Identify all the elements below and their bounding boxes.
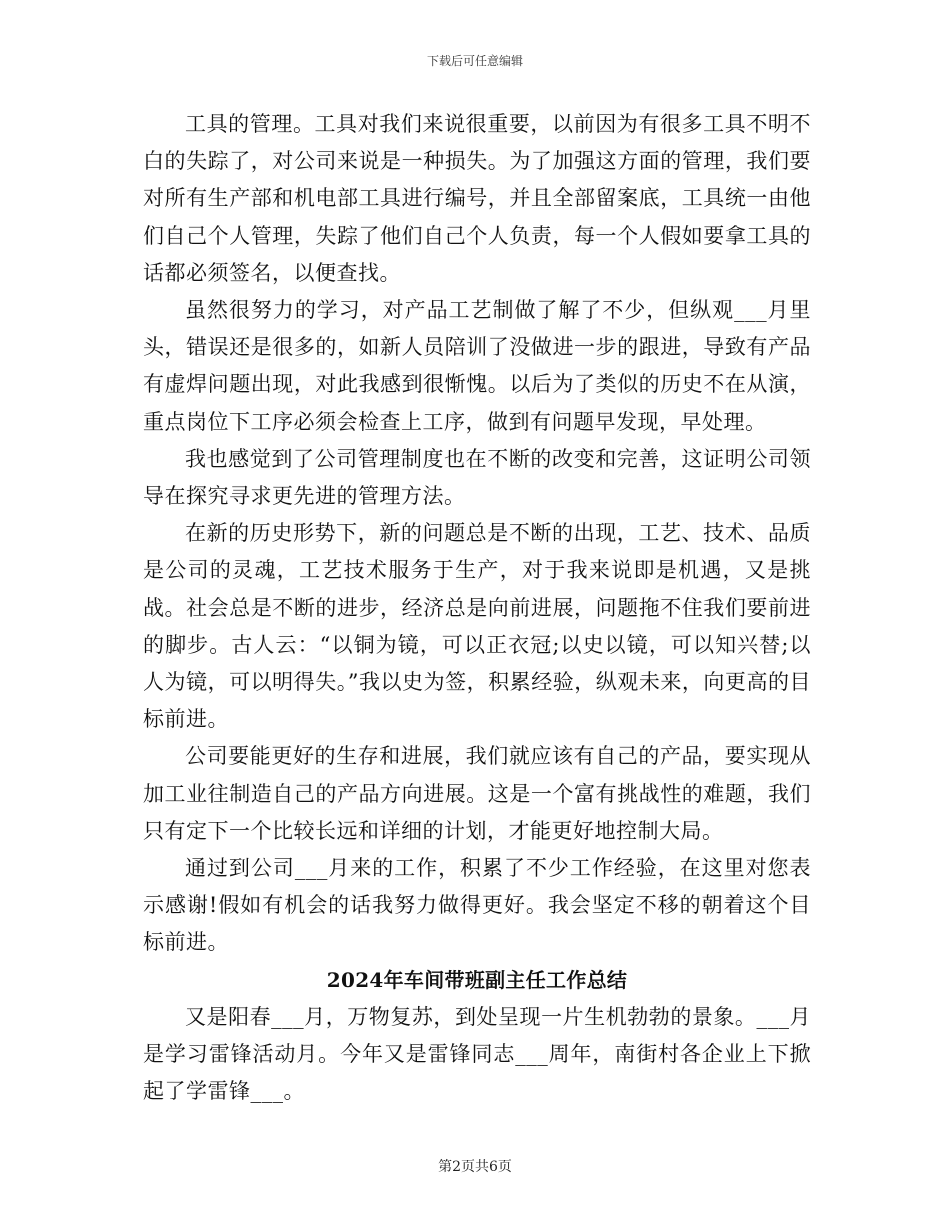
paragraph-thanks: 通过到公司___月来的工作，积累了不少工作经验，在这里对您表示感谢!假如有机会的话我努力做得更好。我会坚定不移的朝着这个目标前进。: [143, 856, 811, 955]
paragraph-tool-management: 工具的管理。工具对我们来说很重要，以前因为有很多工具不明不白的失踪了，对公司来说是一种损失。为了加强这方面的管理，我们要对所有生产部和机电部工具进行编号，并且全部留案底，工具统一由他们自己个人管理，失踪了他们自己个人负责，每一个人假如要拿工具的话都必须签名，以便查找。: [143, 112, 811, 285]
paragraph-company-products: 公司要能更好的生存和进展，我们就应该有自己的产品，要实现从加工业往制造自己的产品方向进展。这是一个富有挑战性的难题，我们只有定下一个比较长远和详细的计划，才能更好地控制大局。: [143, 744, 811, 843]
section-title: 2024年车间带班副主任工作总结: [326, 967, 628, 992]
page-header: 下载后可任意编辑: [426, 54, 523, 68]
document-body: [143, 106, 811, 1110]
paragraph-management-system: 我也感觉到了公司管理制度也在不断的改变和完善，这证明公司领导在探究寻求更先进的管理方法。: [143, 446, 811, 509]
page-number: 第2页共6页: [438, 1159, 512, 1175]
paragraph-learning-errors: 虽然很努力的学习，对产品工艺制做了解了不少，但纵观___月里头，错误还是很多的，如新人员陪训了没做进一步的跟进，导致有产品有虚焊问题出现，对此我感到很惭愧。以后为了类似的历史不在从演，重点岗位下工序必须会检查上工序，做到有问题早发现，早处理。: [143, 298, 811, 434]
paragraph-spring: 又是阳春___月，万物复苏，到处呈现一片生机勃勃的景象。___月是学习雷锋活动月。今年又是雷锋同志___周年，南街村各企业上下掀起了学雷锋___。: [143, 1004, 811, 1104]
paragraph-new-situation: 在新的历史形势下，新的问题总是不断的出现，工艺、技术、品质是公司的灵魂，工艺技术服务于生产，对于我来说即是机遇，又是挑战。社会总是不断的进步，经济总是向前进展，问题拖不住我们要前进的脚步。古人云：“以铜为镜，可以正衣冠;以史以镜，可以知兴替;以人为镜，可以明得失。”我以史为签，积累经验，纵观未来，向更高的目标前进。: [143, 521, 811, 732]
